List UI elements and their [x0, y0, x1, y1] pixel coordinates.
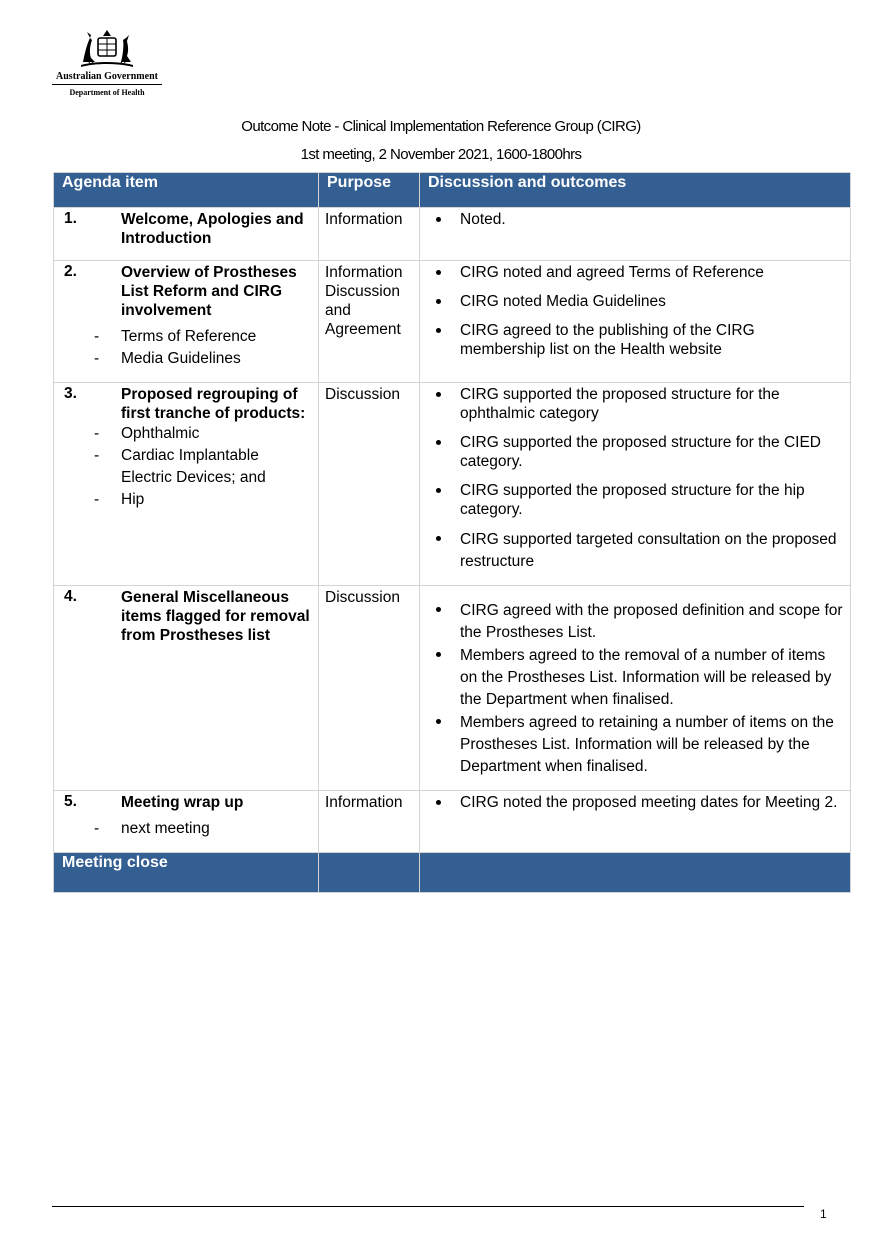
outcome-bullet: CIRG noted and agreed Terms of Reference: [426, 263, 844, 282]
purpose-line: Discussion: [325, 386, 400, 403]
table-row: [54, 261, 851, 383]
meeting-close-row: [54, 853, 851, 893]
agenda-item-cell: [54, 791, 319, 853]
item-title: General Miscellaneous items flagged for removal from Prostheses list: [121, 589, 310, 644]
header-discussion-outcomes: Discussion and outcomes: [420, 173, 851, 208]
purpose-line: Information: [325, 211, 403, 228]
outcomes-cell: [420, 791, 851, 853]
outcome-bullet: CIRG agreed with the proposed definition and scope for the Prostheses List.: [426, 600, 844, 644]
agenda-item-cell: [54, 261, 319, 383]
purpose-line: Agreement: [325, 321, 401, 338]
agenda-item-cell: [54, 208, 319, 261]
meeting-subtitle: 1st meeting, 2 November 2021, 1600-1800hrs: [300, 146, 582, 163]
item-title: Meeting wrap up: [121, 794, 244, 811]
purpose-line: Discussion: [325, 589, 400, 606]
purpose-line: and: [325, 302, 351, 319]
purpose-line: Information: [325, 264, 403, 281]
outcome-bullet: CIRG noted the proposed meeting dates for Meeting 2.: [426, 793, 844, 812]
table-row: [54, 208, 851, 261]
meeting-close-label: Meeting close: [54, 853, 319, 893]
outcome-bullet: Members agreed to retaining a number of items on the Prostheses List. Information will be released by the Department when finalised.: [426, 712, 844, 778]
item-number: 2.: [64, 263, 77, 280]
item-title: Welcome, Apologies and Introduction: [121, 211, 304, 247]
purpose-line: Information: [325, 794, 403, 811]
header-purpose: Purpose: [319, 173, 420, 208]
sub-item: - Cardiac Implantable Electric Devices; and: [60, 445, 312, 489]
sub-item: - Media Guidelines: [60, 348, 312, 370]
purpose-cell: [319, 586, 420, 791]
item-number: 1.: [64, 210, 77, 227]
agenda-item-cell: [54, 383, 319, 586]
purpose-cell: [319, 261, 420, 383]
department-name: Department of Health: [69, 88, 145, 97]
purpose-cell: [319, 208, 420, 261]
outcome-bullet: CIRG noted Media Guidelines: [426, 292, 844, 311]
empty-cell: [319, 853, 420, 893]
header-agenda-item: Agenda item: [54, 173, 319, 208]
sub-item: - Hip: [60, 489, 312, 511]
purpose-line: Discussion: [325, 283, 400, 300]
outcome-bullet: Members agreed to the removal of a number of items on the Prostheses List. Information will be released by the Department when finalised.: [426, 645, 844, 711]
page-number: 1: [820, 1207, 827, 1221]
purpose-cell: [319, 791, 420, 853]
coat-of-arms-icon: [77, 28, 137, 70]
department-logo: [52, 28, 162, 97]
org-name: Australian Government: [52, 71, 162, 85]
table-header-row: [54, 173, 851, 208]
item-title: Proposed regrouping of first tranche of products:: [121, 386, 306, 422]
outcomes-cell: [420, 261, 851, 383]
item-number: 4.: [64, 588, 77, 605]
table-row: [54, 586, 851, 791]
sub-item: - next meeting: [60, 818, 312, 840]
sub-item: - Ophthalmic: [60, 423, 312, 445]
agenda-item-cell: [54, 586, 319, 791]
outcome-bullet: CIRG supported the proposed structure for the CIED category.: [426, 433, 844, 471]
purpose-cell: [319, 383, 420, 586]
item-title: Overview of Prostheses List Reform and CIRG involvement: [121, 264, 297, 319]
outcome-bullet: CIRG supported the proposed structure for the ophthalmic category: [426, 385, 844, 423]
item-number: 3.: [64, 385, 77, 402]
table-row: [54, 791, 851, 853]
item-number: 5.: [64, 793, 77, 810]
agenda-table: [53, 172, 851, 893]
outcomes-cell: [420, 208, 851, 261]
outcome-bullet: Noted.: [426, 210, 844, 229]
footer-divider: [52, 1206, 804, 1207]
outcomes-cell: [420, 586, 851, 791]
outcome-bullet: CIRG supported the proposed structure for the hip category.: [426, 481, 844, 519]
outcome-bullet: CIRG supported targeted consultation on the proposed restructure: [426, 529, 844, 573]
empty-cell: [420, 853, 851, 893]
table-row: [54, 383, 851, 586]
document-title: Outcome Note - Clinical Implementation Reference Group (CIRG): [241, 118, 641, 135]
sub-item: - Terms of Reference: [60, 326, 312, 348]
outcome-bullet: CIRG agreed to the publishing of the CIRG membership list on the Health website: [426, 321, 844, 359]
outcomes-cell: [420, 383, 851, 586]
